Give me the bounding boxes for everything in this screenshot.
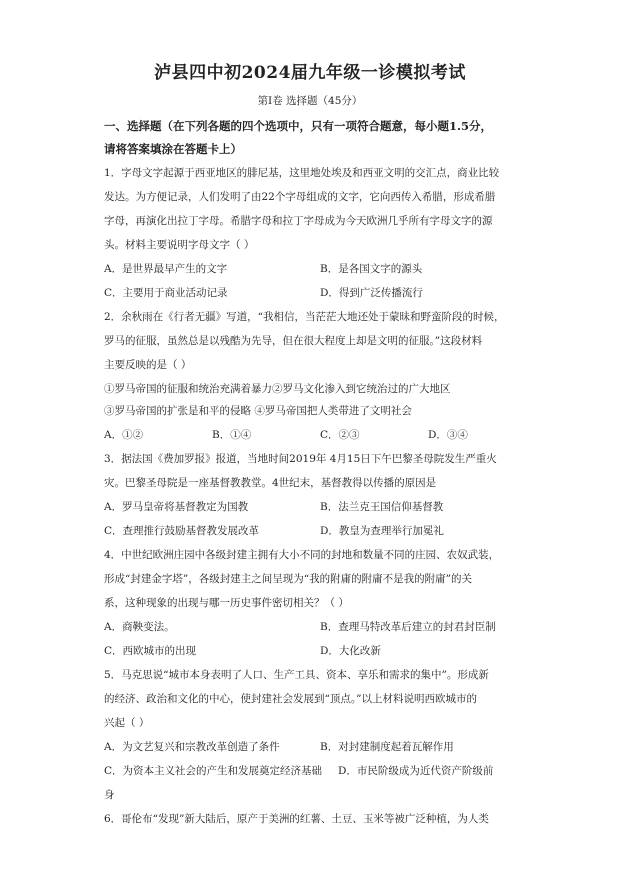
q4-line-2: 形成“封建金字塔”，各级封建主之间呈现为“我的附庸的附庸不是我的附庸”的关 <box>104 573 472 585</box>
q1-option-a: A．是世界最早产生的文字 <box>104 263 228 275</box>
q1-line-4: 头。材料主要说明字母文字（ ） <box>104 239 255 251</box>
section-heading-line-1: 一、选择题（在下列各题的四个选项中，只有一项符合题意，每小题1.5分， <box>104 119 493 133</box>
q5-line-2: 的经济、政治和文化的中心，使封建社会发展到“顶点。”以上材料说明西欧城市的 <box>104 693 477 705</box>
q4-option-a: A．商鞅变法。 <box>104 621 175 633</box>
q1-option-b: B．是各国文字的源头 <box>320 263 423 275</box>
q5-option-d-wrap: 身 <box>104 789 115 801</box>
q4-option-d: D．大化改新 <box>320 645 381 657</box>
q3-option-a: A．罗马皇帝将基督教定为国教 <box>104 501 249 513</box>
q4-option-b: B．查理马特改革后建立的封君封臣制 <box>320 621 496 633</box>
q3-option-d: D．教皇为查理举行加冕礼 <box>320 525 444 537</box>
q4-option-c: C．西欧城市的出现 <box>104 645 197 657</box>
q2-line-1: 2．余秋雨在《行者无疆》写道，“我相信，当茫茫大地还处于蒙昧和野蛮阶段的时候， <box>104 311 505 323</box>
q3-option-b: B．法兰克王国信仰基督教 <box>320 501 444 513</box>
q6-line-1: 6．哥伦布“发现”新大陆后，原产于美洲的红薯、土豆、玉米等被广泛种植，为人类 <box>104 813 489 825</box>
q1-option-c: C．主要用于商业活动记录 <box>104 287 228 299</box>
q5-option-a: A．为文艺复兴和宗教改革创造了条件 <box>104 741 280 753</box>
q1-line-3: 字母，再演化出拉丁字母。希腊字母和拉丁字母成为今天欧洲几乎所有字母文字的源 <box>104 215 493 227</box>
q5-line-1: 5．马克思说“城市本身表明了人口、生产工具、资本、享乐和需求的集中”。形成新 <box>104 669 489 681</box>
section-heading-line-2: 请将答案填涂在答题卡上） <box>104 142 242 156</box>
q5-option-d: D．市民阶级成为近代资产阶级前 <box>338 765 494 777</box>
q1-line-2: 发达。为方便记录，人们发明了由22个字母组成的文字，它向西传入希腊，形成希腊 <box>104 191 496 203</box>
q2-statement-2: ③罗马帝国的扩张是和平的侵略 ④罗马帝国把人类带进了文明社会 <box>104 405 412 417</box>
q5-line-3: 兴起（ ） <box>104 717 150 729</box>
q2-statement-1: ①罗马帝国的征服和统治充满着暴力②罗马文化渗入到它统治过的广大地区 <box>104 383 451 395</box>
q4-line-3: 系，这种现象的出现与哪一历史事件密切相关？（ ） <box>104 597 349 609</box>
q2-option-d: D．③④ <box>428 429 468 441</box>
q2-option-b: B．①④ <box>212 429 252 441</box>
q3-option-c: C．查理推行鼓励基督教发展改革 <box>104 525 260 537</box>
q3-line-1: 3．据法国《费加罗报》报道，当地时间2019年 4月15日下午巴黎圣母院发生严重火 <box>104 453 497 465</box>
q1-line-1: 1．字母文字起源于西亚地区的腓尼基，这里地处埃及和西亚文明的交汇点，商业比较 <box>104 167 500 179</box>
q5-option-b: B．对封建制度起着瓦解作用 <box>320 741 454 753</box>
q2-line-2: 罗马的征服，虽然总是以残酷为先导，但在很大程度上却是文明的征服。”这段材料 <box>104 335 483 347</box>
q4-line-1: 4．中世纪欧洲庄园中各级封建主拥有大小不同的封地和数量不同的庄园、农奴武装， <box>104 549 500 561</box>
exam-subtitle: 第Ⅰ卷 选择题（45分） <box>257 95 363 107</box>
q3-line-2: 灾。巴黎圣母院是一座基督教教堂。4世纪末，基督教得以传播的原因是 <box>104 477 437 489</box>
q2-option-a: A．①② <box>104 429 144 441</box>
exam-title: 泸县四中初2024届九年级一诊模拟考试 <box>154 63 466 83</box>
q2-line-3: 主要反映的是（ ） <box>104 359 192 371</box>
q1-option-d: D．得到广泛传播流行 <box>320 287 423 299</box>
q5-option-c: C．为资本主义社会的产生和发展奠定经济基础 <box>104 765 323 777</box>
q2-option-c: C．②③ <box>320 429 360 441</box>
